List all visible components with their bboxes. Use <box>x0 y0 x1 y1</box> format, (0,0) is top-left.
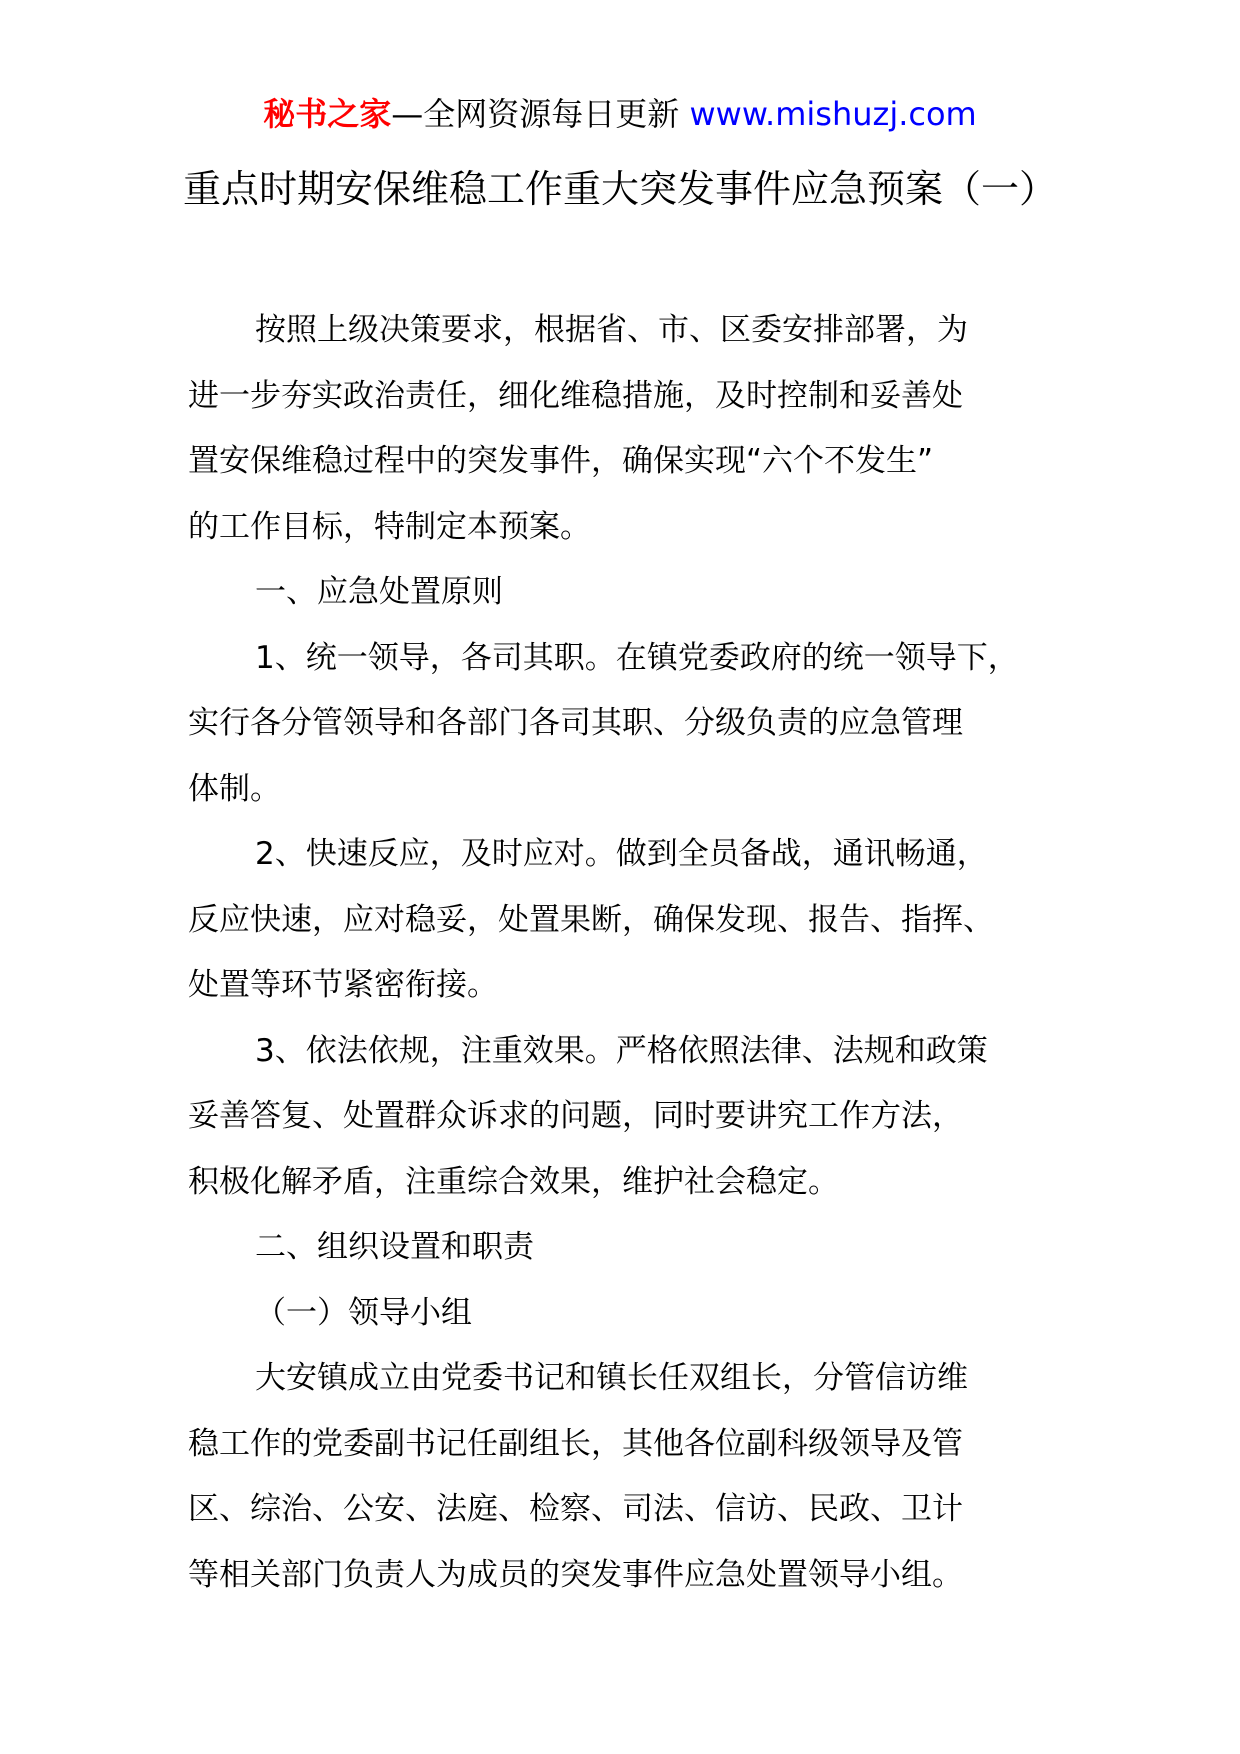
paragraph-line: 体制。 <box>188 770 281 807</box>
header-tagline: —全网资源每日更新 <box>391 95 680 133</box>
paragraph-line: 区、综治、公安、法庭、检察、司法、信访、民政、卫计 <box>188 1491 963 1527</box>
paragraph-line: 2、快速反应，及时应对。做到全员备战，通讯畅通， <box>255 836 988 872</box>
section-heading: 二、组织设置和职责 <box>255 1229 534 1265</box>
paragraph-line: 3、依法依规，注重效果。严格依照法律、法规和政策 <box>255 1032 988 1069</box>
paragraph-line: 处置等环节紧密衔接。 <box>188 967 498 1003</box>
paragraph-line: 反应快速，应对稳妥，处置果断，确保发现、报告、指挥、 <box>188 901 994 938</box>
paragraph-line: 置安保维稳过程中的突发事件，确保实现“六个不发生” <box>188 443 934 479</box>
paragraph-line: 实行各分管领导和各部门各司其职、分级负责的应急管理 <box>188 705 963 741</box>
paragraph-line: 按照上级决策要求，根据省、市、区委安排部署，为 <box>255 312 968 348</box>
paragraph-line: 1、统一领导，各司其职。在镇党委政府的统一领导下， <box>255 639 1019 676</box>
paragraph-line: 积极化解矛盾，注重综合效果，维护社会稳定。 <box>188 1163 839 1200</box>
document-title: 重点时期安保维稳工作重大突发事件应急预案（一） <box>182 167 1057 211</box>
paragraph-line: 的工作目标，特制定本预案。 <box>188 508 591 545</box>
site-header <box>0 94 1240 134</box>
paragraph-line: 稳工作的党委副书记任副组长，其他各位副科级领导及管 <box>188 1425 963 1462</box>
brand-name: 秘书之家 <box>263 95 392 133</box>
paragraph-line: 大安镇成立由党委书记和镇长任双组长，分管信访维 <box>255 1360 968 1396</box>
site-url-link[interactable]: www.mishuzj.com <box>689 95 977 133</box>
document-body <box>188 298 1068 1608</box>
paragraph-line: 妥善答复、处置群众诉求的问题，同时要讲究工作方法， <box>188 1098 963 1134</box>
paragraph-line: 等相关部门负责人为成员的突发事件应急处置领导小组。 <box>188 1556 963 1593</box>
subsection-heading: （一）领导小组 <box>255 1294 472 1331</box>
paragraph-line: 进一步夯实政治责任，细化维稳措施，及时控制和妥善处 <box>188 377 963 414</box>
section-heading: 一、应急处置原则 <box>255 574 503 610</box>
